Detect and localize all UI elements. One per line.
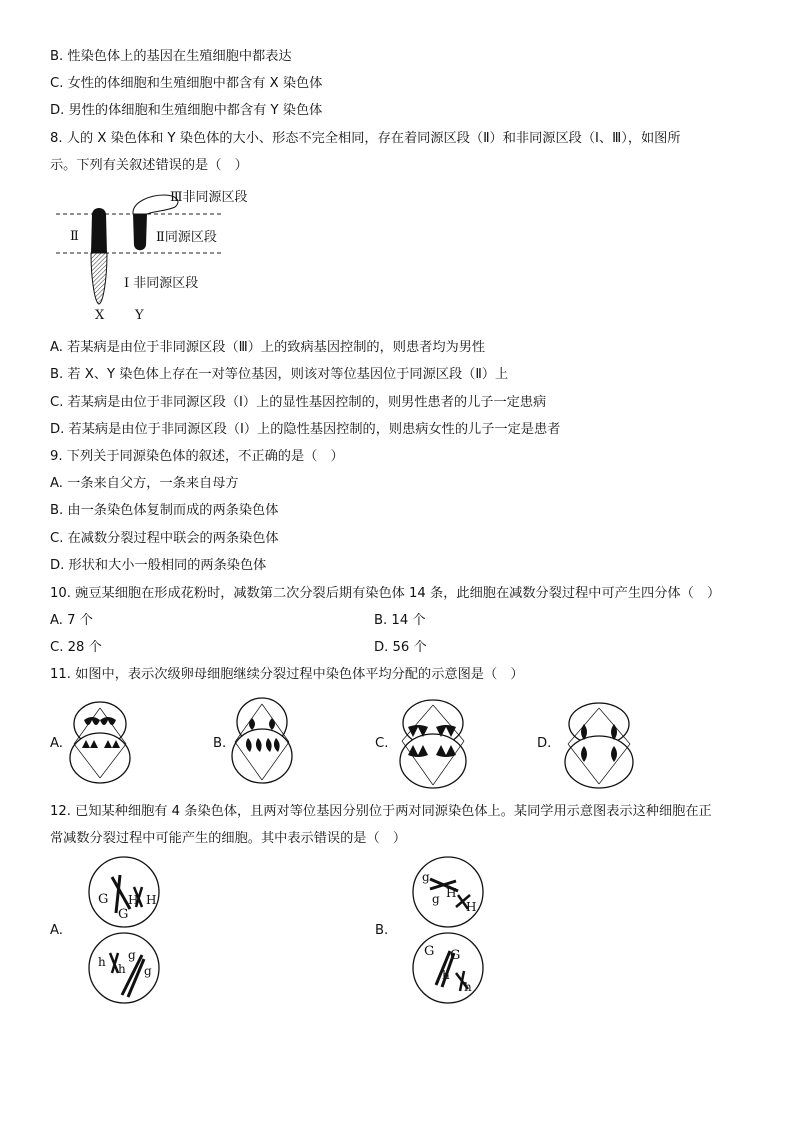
q10-option-b: B. 14 个 [374, 613, 426, 628]
q8-stem-line1: 8. 人的 X 染色体和 Y 染色体的大小、形态不完全相同，存在着同源区段（Ⅱ）和非同源区段（Ⅰ、Ⅲ），如图所 [50, 131, 681, 146]
label-ii-homologous: Ⅱ同源区段 [156, 230, 217, 245]
gene-h-left: H [128, 893, 139, 907]
q9-stem: 9. 下列关于同源染色体的叙述，不正确的是（ ） [50, 449, 344, 464]
q10-option-d: D. 56 个 [374, 640, 427, 655]
gene-g-lower-top: g [128, 948, 136, 962]
gene-h-lower-mid: h [118, 962, 126, 976]
gene-g-upper: G [98, 892, 109, 907]
xy-chromosome-figure [50, 185, 280, 330]
gene-g-bottom-right: G [450, 948, 461, 963]
label-x: X [95, 308, 105, 323]
x-chromosome-segment-i [91, 253, 107, 304]
gene-h-bottom-mid: h [442, 968, 450, 982]
q11-option-d-label: D. [537, 736, 552, 751]
gene-g-top-lower: g [432, 892, 440, 906]
gene-g-top-left: g [422, 870, 430, 884]
q9-option-c: C. 在减数分裂过程中联会的两条染色体 [50, 531, 279, 546]
label-y: Y [135, 308, 144, 323]
q11-option-b-label: B. [213, 736, 227, 751]
gene-g-bottom-left: G [424, 944, 435, 959]
gene-g-lower-right: g [144, 964, 152, 978]
q8-option-a: A. 若某病是由位于非同源区段（Ⅲ）上的致病基因控制的，则患者均为男性 [50, 340, 486, 355]
q12-cells-b [410, 855, 488, 1005]
q12-cells-a [86, 855, 164, 1005]
q7-option-c: C. 女性的体细胞和生殖细胞中都含有 X 染色体 [50, 76, 323, 91]
q11-cell-b [230, 694, 294, 786]
gene-h-right: H [146, 893, 157, 907]
gene-h-top-right: H [466, 900, 477, 914]
q12-stem-line2: 常减数分裂过程中可能产生的细胞。其中表示错误的是（ ） [50, 831, 407, 846]
q12-option-a-label: A. [50, 923, 63, 938]
q7-option-b: B. 性染色体上的基因在生殖细胞中都表达 [50, 49, 292, 64]
q8-stem-line2: 示。下列有关叙述错误的是（ ） [50, 158, 248, 173]
q12-option-b-label: B. [375, 923, 389, 938]
label-ii-left: Ⅱ [70, 229, 79, 244]
q11-option-c-label: C. [375, 736, 389, 751]
q9-option-b: B. 由一条染色体复制而成的两条染色体 [50, 503, 279, 518]
gene-g-lower: G [118, 907, 129, 922]
label-i-nonhomologous: Ⅰ 非同源区段 [124, 276, 199, 291]
q8-option-d: D. 若某病是由位于非同源区段（Ⅰ）上的隐性基因控制的，则患病女性的儿子一定是患者 [50, 422, 561, 437]
q10-option-c: C. 28 个 [50, 640, 102, 655]
q11-cell-c [398, 697, 468, 791]
label-iii-nonhomologous: Ⅲ非同源区段 [170, 190, 248, 205]
q10-option-a: A. 7 个 [50, 613, 93, 628]
q11-option-a-label: A. [50, 736, 63, 751]
q11-cell-d [562, 700, 636, 790]
q9-option-d: D. 形状和大小一般相同的两条染色体 [50, 558, 267, 573]
q8-option-b: B. 若 X、Y 染色体上存在一对等位基因，则该对等位基因位于同源区段（Ⅱ）上 [50, 367, 509, 382]
q12-stem-line1: 12. 已知某种细胞有 4 条染色体，且两对等位基因分别位于两对同源染色体上。某同学用示意图表示这种细胞在正 [50, 804, 712, 819]
q11-stem: 11. 如图中，表示次级卵母细胞继续分裂过程中染色体平均分配的示意图是（ ） [50, 667, 524, 682]
y-chromosome-segment-ii [133, 214, 147, 250]
x-chromosome-segment-ii [91, 208, 107, 253]
gene-h-lower-left: h [98, 955, 106, 969]
q10-stem: 10. 豌豆某细胞在形成花粉时，减数第二次分裂后期有染色体 14 条，此细胞在减数分裂过程中可产生四分体（ ） [50, 586, 721, 601]
gene-h-bottom-right: h [464, 980, 472, 994]
q8-option-c: C. 若某病是由位于非同源区段（Ⅰ）上的显性基因控制的，则男性患者的儿子一定患病 [50, 395, 547, 410]
q11-cell-a [68, 698, 132, 786]
gene-h-top-mid: H [446, 886, 457, 900]
q7-option-d: D. 男性的体细胞和生殖细胞中都含有 Y 染色体 [50, 103, 323, 118]
q9-option-a: A. 一条来自父方，一条来自母方 [50, 476, 239, 491]
